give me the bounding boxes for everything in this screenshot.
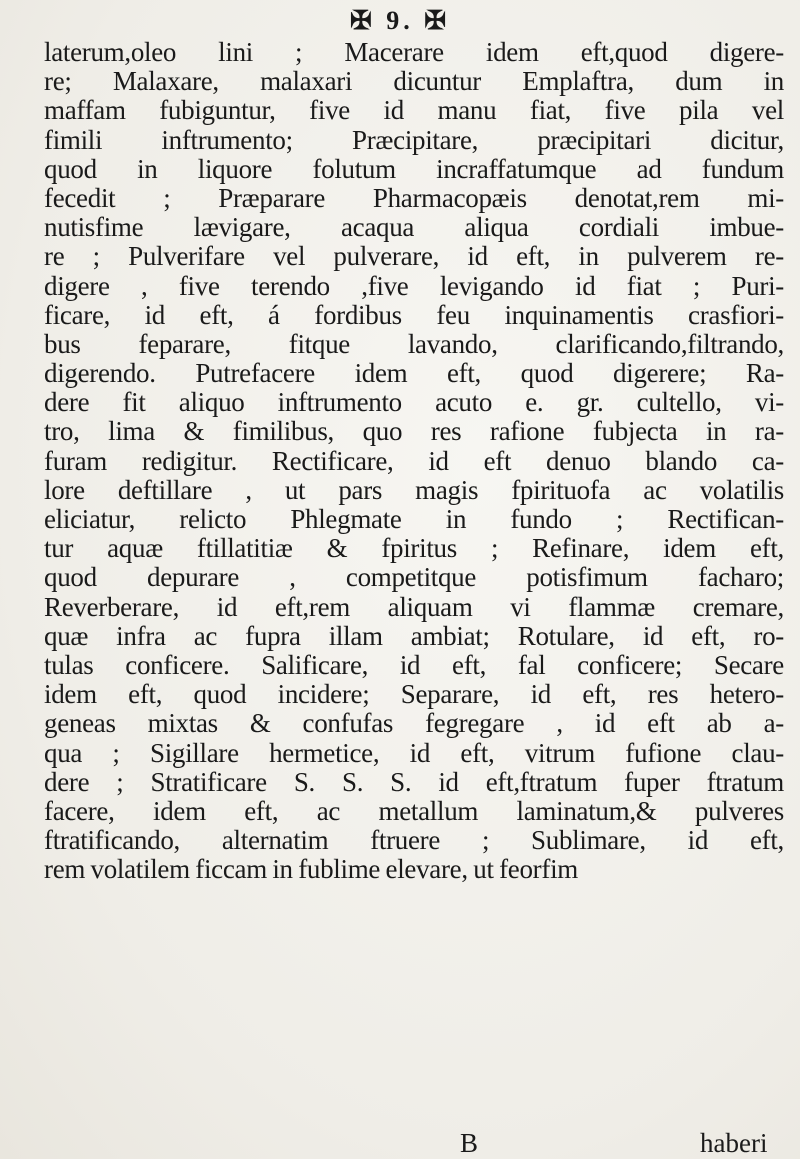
signature-mark: B (460, 1128, 479, 1158)
text-line: dere ; Stratificare S. S. S. id eft,ftratum fuper ftratum (44, 766, 784, 797)
text-line: quæ infra ac fupra illam ambiat; Rotulare, id eft, ro- (44, 620, 784, 651)
text-line: bus feparare, fitque lavando, clarificando,filtrando, (44, 328, 784, 359)
text-line: tro, lima & fimilibus, quo res rafione fubjecta in ra- (44, 416, 784, 447)
text-line: digere , five terendo ,five levigando id fiat ; Puri- (44, 270, 784, 301)
text-line: rem volatilem ficcam in fublime elevare, ut feorfim (44, 854, 578, 885)
body-text (44, 38, 784, 884)
text-line: laterum,oleo lini ; Macerare idem eft,quod digere- (44, 37, 784, 67)
text-line: fecedit ; Præparare Pharmacopæis denotat,rem mi- (44, 182, 784, 213)
text-line: idem eft, quod incidere; Separare, id eft, res hetero- (44, 679, 784, 710)
text-line: geneas mixtas & confufas fegregare , id eft ab a- (44, 708, 784, 739)
text-line: nutisfime lævigare, acaqua aliqua cordiali imbue- (44, 212, 784, 243)
text-line: re ; Pulverifare vel pulverare, id eft, in pulverem re- (44, 241, 784, 272)
text-line: quod depurare , competitque potisfimum facharo; (44, 562, 784, 593)
text-line: digerendo. Putrefacere idem eft, quod digerere; Ra- (44, 358, 784, 389)
page-header: ✠ 9. ✠ (349, 6, 451, 35)
text-line: Reverberare, id eft,rem aliquam vi flammæ cremare, (44, 591, 784, 622)
text-line: quod in liquore folutum incraffatumque ad fundum (44, 153, 784, 184)
text-line: qua ; Sigillare hermetice, id eft, vitrum fufione clau- (44, 737, 784, 768)
text-line: maffam fubiguntur, five id manu fiat, five pila vel (44, 95, 784, 126)
text-line: dere fit aliquo inftrumento acuto e. gr. cultello, vi- (44, 387, 784, 418)
text-line: furam redigitur. Rectificare, id eft denuo blando ca- (44, 445, 784, 476)
text-line: facere, idem eft, ac metallum laminatum,& pulveres (44, 795, 784, 826)
text-line: tur aquæ ftillatitiæ & fpiritus ; Refinare, idem eft, (44, 533, 784, 564)
text-line: ftratificando, alternatim ftruere ; Sublimare, id eft, (44, 825, 784, 856)
text-line: ficare, id eft, á fordibus feu inquinamentis crasfiori- (44, 299, 784, 330)
text-line: lore deftillare , ut pars magis fpirituofa ac volatilis (44, 474, 784, 505)
page-footer (0, 1128, 800, 1158)
text-line: tulas conficere. Salificare, id eft, fal conficere; Secare (44, 649, 784, 680)
text-line: fimili inftrumento; Præcipitare, præcipitari dicitur, (44, 124, 784, 155)
text-line: re; Malaxare, malaxari dicuntur Emplaftra, dum in (44, 66, 784, 97)
text-line: eliciatur, relicto Phlegmate in fundo ; Rectifican- (44, 504, 784, 534)
catchword: haberi (700, 1128, 768, 1158)
